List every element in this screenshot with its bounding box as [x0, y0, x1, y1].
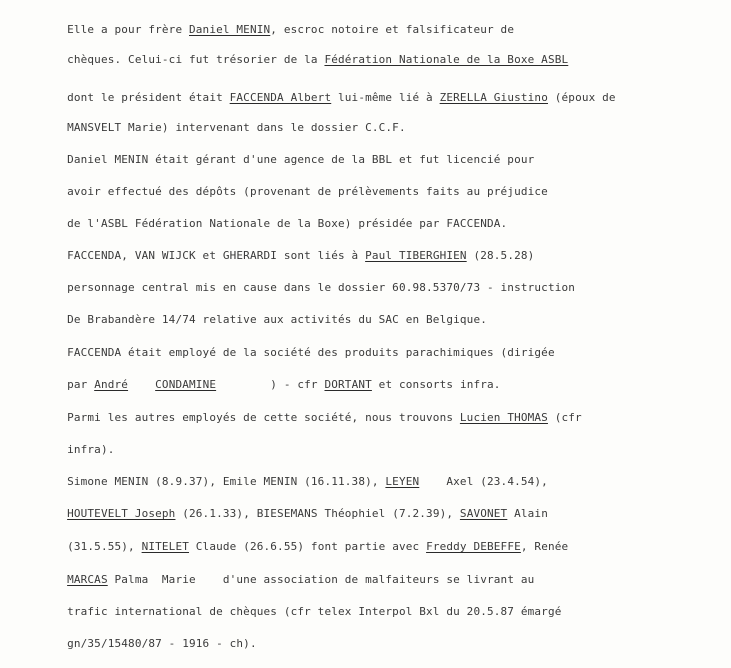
- underlined-name: Daniel MENIN: [189, 23, 271, 36]
- text-span: , Renée: [520, 540, 569, 553]
- text-line: [40, 624, 257, 663]
- text-span: (28.5.28): [466, 249, 535, 262]
- underlined-name: Freddy DEBEFFE: [426, 540, 521, 553]
- text-span: chèques. Celui-ci fut trésorier de la: [67, 53, 325, 66]
- text-span: par: [67, 378, 95, 391]
- text-span: FACCENDA, VAN WIJCK et GHERARDI sont liés à: [67, 249, 366, 262]
- text-span: (cfr: [547, 411, 582, 424]
- underlined-name: LEYEN: [385, 475, 420, 488]
- underlined-name: FACCENDA Albert: [229, 91, 332, 104]
- text-span: Elle a pour frère: [67, 23, 189, 36]
- text-span: Daniel MENIN était gérant d'une agence de la BBL et fut licencié pour: [67, 153, 535, 166]
- text-span: avoir effectué des dépôts (provenant de prélèvements faits au préjudice: [67, 185, 548, 198]
- text-span: infra).: [67, 443, 115, 456]
- text-span: Palma Marie d'une association de malfaiteurs se livrant au: [107, 573, 535, 586]
- underlined-name: Fédération Nationale de la Boxe ASBL: [324, 53, 569, 66]
- text-span: ) - cfr: [216, 378, 325, 391]
- text-span: FACCENDA était employé de la société des produits parachimiques (dirigée: [67, 346, 555, 359]
- underlined-name: Lucien THOMAS: [459, 411, 548, 424]
- underlined-name: DORTANT: [324, 378, 372, 391]
- text-span: trafic international de chèques (cfr telex Interpol Bxl du 20.5.87 émargé: [67, 605, 562, 618]
- underlined-name: SAVONET: [459, 507, 508, 520]
- text-span: MANSVELT Marie) intervenant dans le dossier C.C.F.: [67, 121, 406, 134]
- text-span: [128, 378, 155, 391]
- text-span: (31.5.55),: [67, 540, 142, 553]
- underlined-name: NITELET: [141, 540, 190, 553]
- text-span: Simone MENIN (8.9.37), Emile MENIN (16.11.38),: [67, 475, 386, 488]
- text-span: Alain: [507, 507, 548, 520]
- underlined-name: André: [94, 378, 129, 391]
- text-span: gn/35/15480/87 - 1916 - ch).: [67, 637, 257, 650]
- text-span: personnage central mis en cause dans le dossier 60.98.5370/73 - instruction: [67, 281, 576, 294]
- underlined-name: ZERELLA Giustino: [439, 91, 548, 104]
- text-span: , escroc notoire et falsificateur de: [270, 23, 515, 36]
- text-line: [40, 40, 568, 79]
- text-span: Axel (23.4.54),: [419, 475, 548, 488]
- underlined-name: CONDAMINE: [155, 378, 217, 391]
- text-line: [40, 398, 582, 437]
- underlined-name: HOUTEVELT Joseph: [67, 507, 176, 520]
- text-span: (époux de: [547, 91, 616, 104]
- text-span: de l'ASBL Fédération Nationale de la Boxe) présidée par FACCENDA.: [67, 217, 508, 230]
- text-span: et consorts infra.: [371, 378, 501, 391]
- text-span: lui-même lié à: [331, 91, 440, 104]
- text-span: Parmi les autres employés de cette société, nous trouvons: [67, 411, 460, 424]
- text-span: dont le président était: [67, 91, 230, 104]
- text-span: De Brabandère 14/74 relative aux activités du SAC en Belgique.: [67, 313, 487, 326]
- underlined-name: MARCAS: [67, 573, 108, 586]
- text-span: Claude (26.6.55) font partie avec: [189, 540, 427, 553]
- underlined-name: Paul TIBERGHIEN: [365, 249, 467, 262]
- text-span: (26.1.33), BIESEMANS Théophiel (7.2.39),: [175, 507, 460, 520]
